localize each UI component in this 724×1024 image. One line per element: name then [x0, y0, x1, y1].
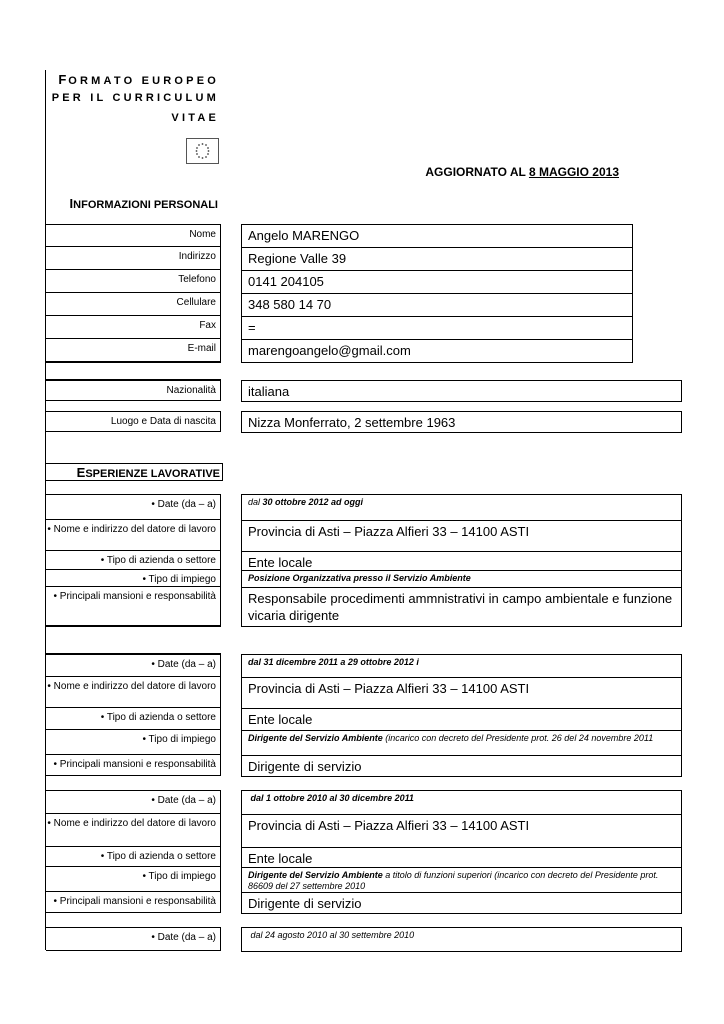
label-date: • Date (da – a): [46, 927, 221, 951]
value-fax: =: [241, 316, 633, 340]
value-cellulare: 348 580 14 70: [241, 293, 633, 317]
value-nazionalita: italiana: [241, 380, 682, 402]
label-nascita: Luogo e Data di nascita: [46, 411, 221, 432]
label-job: • Tipo di impiego: [46, 730, 221, 755]
label-date: • Date (da – a): [46, 494, 221, 520]
label-email: E-mail: [46, 339, 221, 362]
value-telefono: 0141 204105: [241, 270, 633, 294]
cv-title-line2: PER IL CURRICULUM: [51, 92, 219, 104]
exp4-date: dal 24 agosto 2010 al 30 settembre 2010: [241, 927, 682, 952]
label-job: • Tipo di impiego: [46, 867, 221, 892]
label-nazionalita: Nazionalità: [46, 380, 221, 401]
value-nome: Angelo MARENGO: [241, 224, 633, 248]
label-duties: • Principali mansioni e responsabilità: [46, 587, 221, 626]
exp2-job: Dirigente del Servizio Ambiente (incarico con decreto del Presidente prot. 26 del 24 novembre 2011: [241, 730, 682, 756]
value-nascita: Nizza Monferrato, 2 settembre 1963: [241, 411, 682, 433]
label-employer: • Nome e indirizzo del datore di lavoro: [46, 677, 221, 708]
label-indirizzo: Indirizzo: [46, 247, 221, 270]
updated-date: AGGIORNATO AL 8 MAGGIO 2013: [425, 165, 619, 179]
label-sector: • Tipo di azienda o settore: [46, 708, 221, 730]
label-sector: • Tipo di azienda o settore: [46, 551, 221, 570]
eu-flag-icon: [186, 138, 219, 164]
value-indirizzo: Regione Valle 39: [241, 247, 633, 271]
section-title-personal: INFORMAZIONI PERSONALI: [69, 196, 218, 211]
exp2-duties: Dirigente di servizio: [241, 755, 682, 777]
exp3-job: Dirigente del Servizio Ambiente a titolo di funzioni superiori (incarico con decreto del Presidente prot. 86609 del 27 settembre 2010: [241, 867, 682, 893]
exp3-date: dal 1 ottobre 2010 al 30 dicembre 2011: [241, 790, 682, 815]
exp3-duties: Dirigente di servizio: [241, 892, 682, 914]
label-duties: • Principali mansioni e responsabilità: [46, 755, 221, 776]
label-duties: • Principali mansioni e responsabilità: [46, 892, 221, 913]
exp3-employer: Provincia di Asti – Piazza Alfieri 33 – 14100 ASTI: [241, 814, 682, 848]
exp1-job: Posizione Organizzativa presso il Servizio Ambiente: [241, 570, 682, 588]
label-sector: • Tipo di azienda o settore: [46, 847, 221, 867]
exp2-employer: Provincia di Asti – Piazza Alfieri 33 – 14100 ASTI: [241, 677, 682, 709]
exp2-sector: Ente locale: [241, 708, 682, 731]
spacer-row: [46, 362, 221, 380]
section-title-experience: ESPERIENZE LAVORATIVE: [76, 465, 220, 480]
label-employer: • Nome e indirizzo del datore di lavoro: [46, 520, 221, 551]
value-email: marengoangelo@gmail.com: [241, 339, 633, 363]
exp1-duties: Responsabile procedimenti ammnistrativi in campo ambientale e funzione vicaria dirigente: [241, 587, 682, 627]
label-job: • Tipo di impiego: [46, 570, 221, 587]
cv-title-line1: FORMATO EUROPEO: [58, 72, 219, 87]
spacer-row: [46, 626, 221, 654]
exp3-sector: Ente locale: [241, 847, 682, 868]
cv-title-line3: VITAE: [171, 112, 219, 124]
label-nome: Nome: [46, 224, 221, 247]
label-fax: Fax: [46, 316, 221, 339]
exp1-employer: Provincia di Asti – Piazza Alfieri 33 – 14100 ASTI: [241, 520, 682, 552]
label-date: • Date (da – a): [46, 654, 221, 677]
exp1-sector: Ente locale: [241, 551, 682, 571]
exp1-date: dal 30 ottobre 2012 ad oggi: [241, 494, 682, 521]
label-telefono: Telefono: [46, 270, 221, 293]
exp2-date: dal 31 dicembre 2011 a 29 ottobre 2012 i: [241, 654, 682, 678]
label-cellulare: Cellulare: [46, 293, 221, 316]
section-box-experience: [45, 463, 223, 481]
label-employer: • Nome e indirizzo del datore di lavoro: [46, 814, 221, 847]
label-date: • Date (da – a): [46, 790, 221, 814]
